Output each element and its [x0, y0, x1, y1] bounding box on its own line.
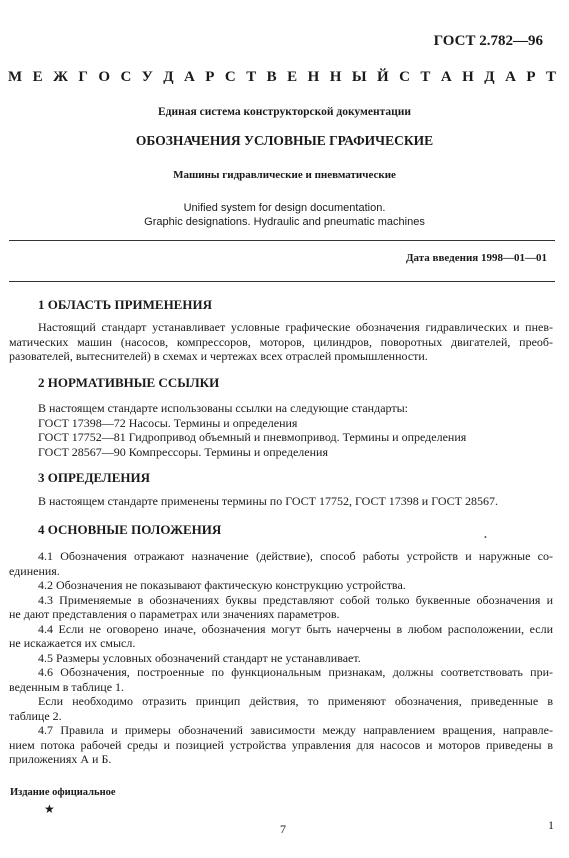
section-heading-scope: 1 ОБЛАСТЬ ПРИМЕНЕНИЯ: [38, 297, 212, 312]
text-line: 4.2 Обозначения не показывают фактическую конструкцию устройства.: [38, 578, 406, 592]
text-line: не искажается их смысл.: [9, 636, 136, 650]
text-line: 4.7 Правила и примеры обозначений зависимости между направлением вращения, направле-: [38, 723, 553, 737]
page-number: 7: [280, 822, 286, 836]
text-line: единения.: [9, 563, 60, 578]
section-body-references: [38, 401, 553, 459]
text-line: разователей, вытеснителей) в схемах и чертежах всех отраслей промышленности.: [9, 349, 428, 363]
text-line: В настоящем стандарте использованы ссылки на следующие стандарты:: [38, 401, 409, 415]
standard-type-banner: [8, 69, 556, 86]
section-body-scope: [9, 320, 553, 364]
section-heading-references: 2 НОРМАТИВНЫЕ ССЫЛКИ: [38, 375, 220, 390]
english-title-line-1: Unified system for design documentation.: [183, 202, 386, 214]
corner-mark: 1: [548, 818, 554, 832]
text-line: матических машин (насосов, компрессоров, моторов, цилиндров, поворотных двигателей, преоб-: [9, 334, 553, 349]
section-body-provisions: [9, 549, 553, 767]
text-line: приложениях А и Б.: [9, 752, 112, 766]
reference-item: ГОСТ 17752—81 Гидропривод объемный и пневмопривод. Термины и определения: [38, 430, 467, 444]
series-title: Единая система конструкторской документации: [158, 106, 411, 118]
divider-middle: [9, 281, 555, 282]
reference-item: ГОСТ 28567—90 Компрессоры. Термины и определения: [38, 444, 328, 459]
text-line: В настоящем стандарте применены термины по ГОСТ 17752, ГОСТ 17398 и ГОСТ 28567.: [38, 494, 499, 508]
star-icon: ★: [44, 802, 55, 816]
divider-top: [9, 240, 555, 241]
text-line: нием потока рабочей среды и позицией устройства управления для насосов и моторов приведены в: [9, 737, 553, 752]
scan-mark: •: [484, 533, 487, 542]
text-line: Настоящий стандарт устанавливает условные графические обозначения гидравлических и пнев-: [38, 320, 553, 334]
section-heading-definitions: 3 ОПРЕДЕЛЕНИЯ: [38, 470, 150, 485]
document-subtitle: Машины гидравлические и пневматические: [173, 169, 396, 181]
effective-date: Дата введения 1998—01—01: [405, 252, 547, 264]
text-line: 4.5 Размеры условных обозначений стандарт не устанавливает.: [38, 650, 361, 665]
text-line: 4.6 Обозначения, построенные по функциональным признакам, должны соответствовать при-: [38, 665, 553, 679]
text-line: таблице 2.: [9, 708, 62, 723]
text-line: Если необходимо отразить принцип действия, то применяют обозначения, приведенные в: [38, 694, 553, 708]
text-line: 4.1 Обозначения отражают назначение (действие), способ работы устройств и наружные со-: [38, 549, 553, 563]
standard-number: ГОСТ 2.782—96: [433, 33, 543, 49]
text-line: не дают представления о параметрах или значениях параметров.: [9, 607, 340, 621]
text-line: 4.3 Применяемые в обозначениях буквы представляют собой только буквенные обозначения и: [38, 592, 553, 607]
text-line: веденным в таблице 1.: [9, 679, 125, 694]
banner-text: М Е Ж Г О С У Д А Р С Т В Е Н Н Ы Й С Т А Н Д А Р Т: [8, 69, 556, 85]
section-heading-provisions: 4 ОСНОВНЫЕ ПОЛОЖЕНИЯ: [38, 522, 222, 537]
english-title-line-2: Graphic designations. Hydraulic and pneumatic machines: [144, 216, 425, 228]
text-line: 4.4 Если не оговорено иначе, обозначения могут быть начерчены в любом расположении, если: [38, 621, 553, 636]
official-edition-label: Издание официальное: [10, 787, 116, 798]
section-body-definitions: [38, 494, 553, 509]
document-title: ОБОЗНАЧЕНИЯ УСЛОВНЫЕ ГРАФИЧЕСКИЕ: [135, 133, 434, 148]
reference-item: ГОСТ 17398—72 Насосы. Термины и определения: [38, 415, 298, 430]
